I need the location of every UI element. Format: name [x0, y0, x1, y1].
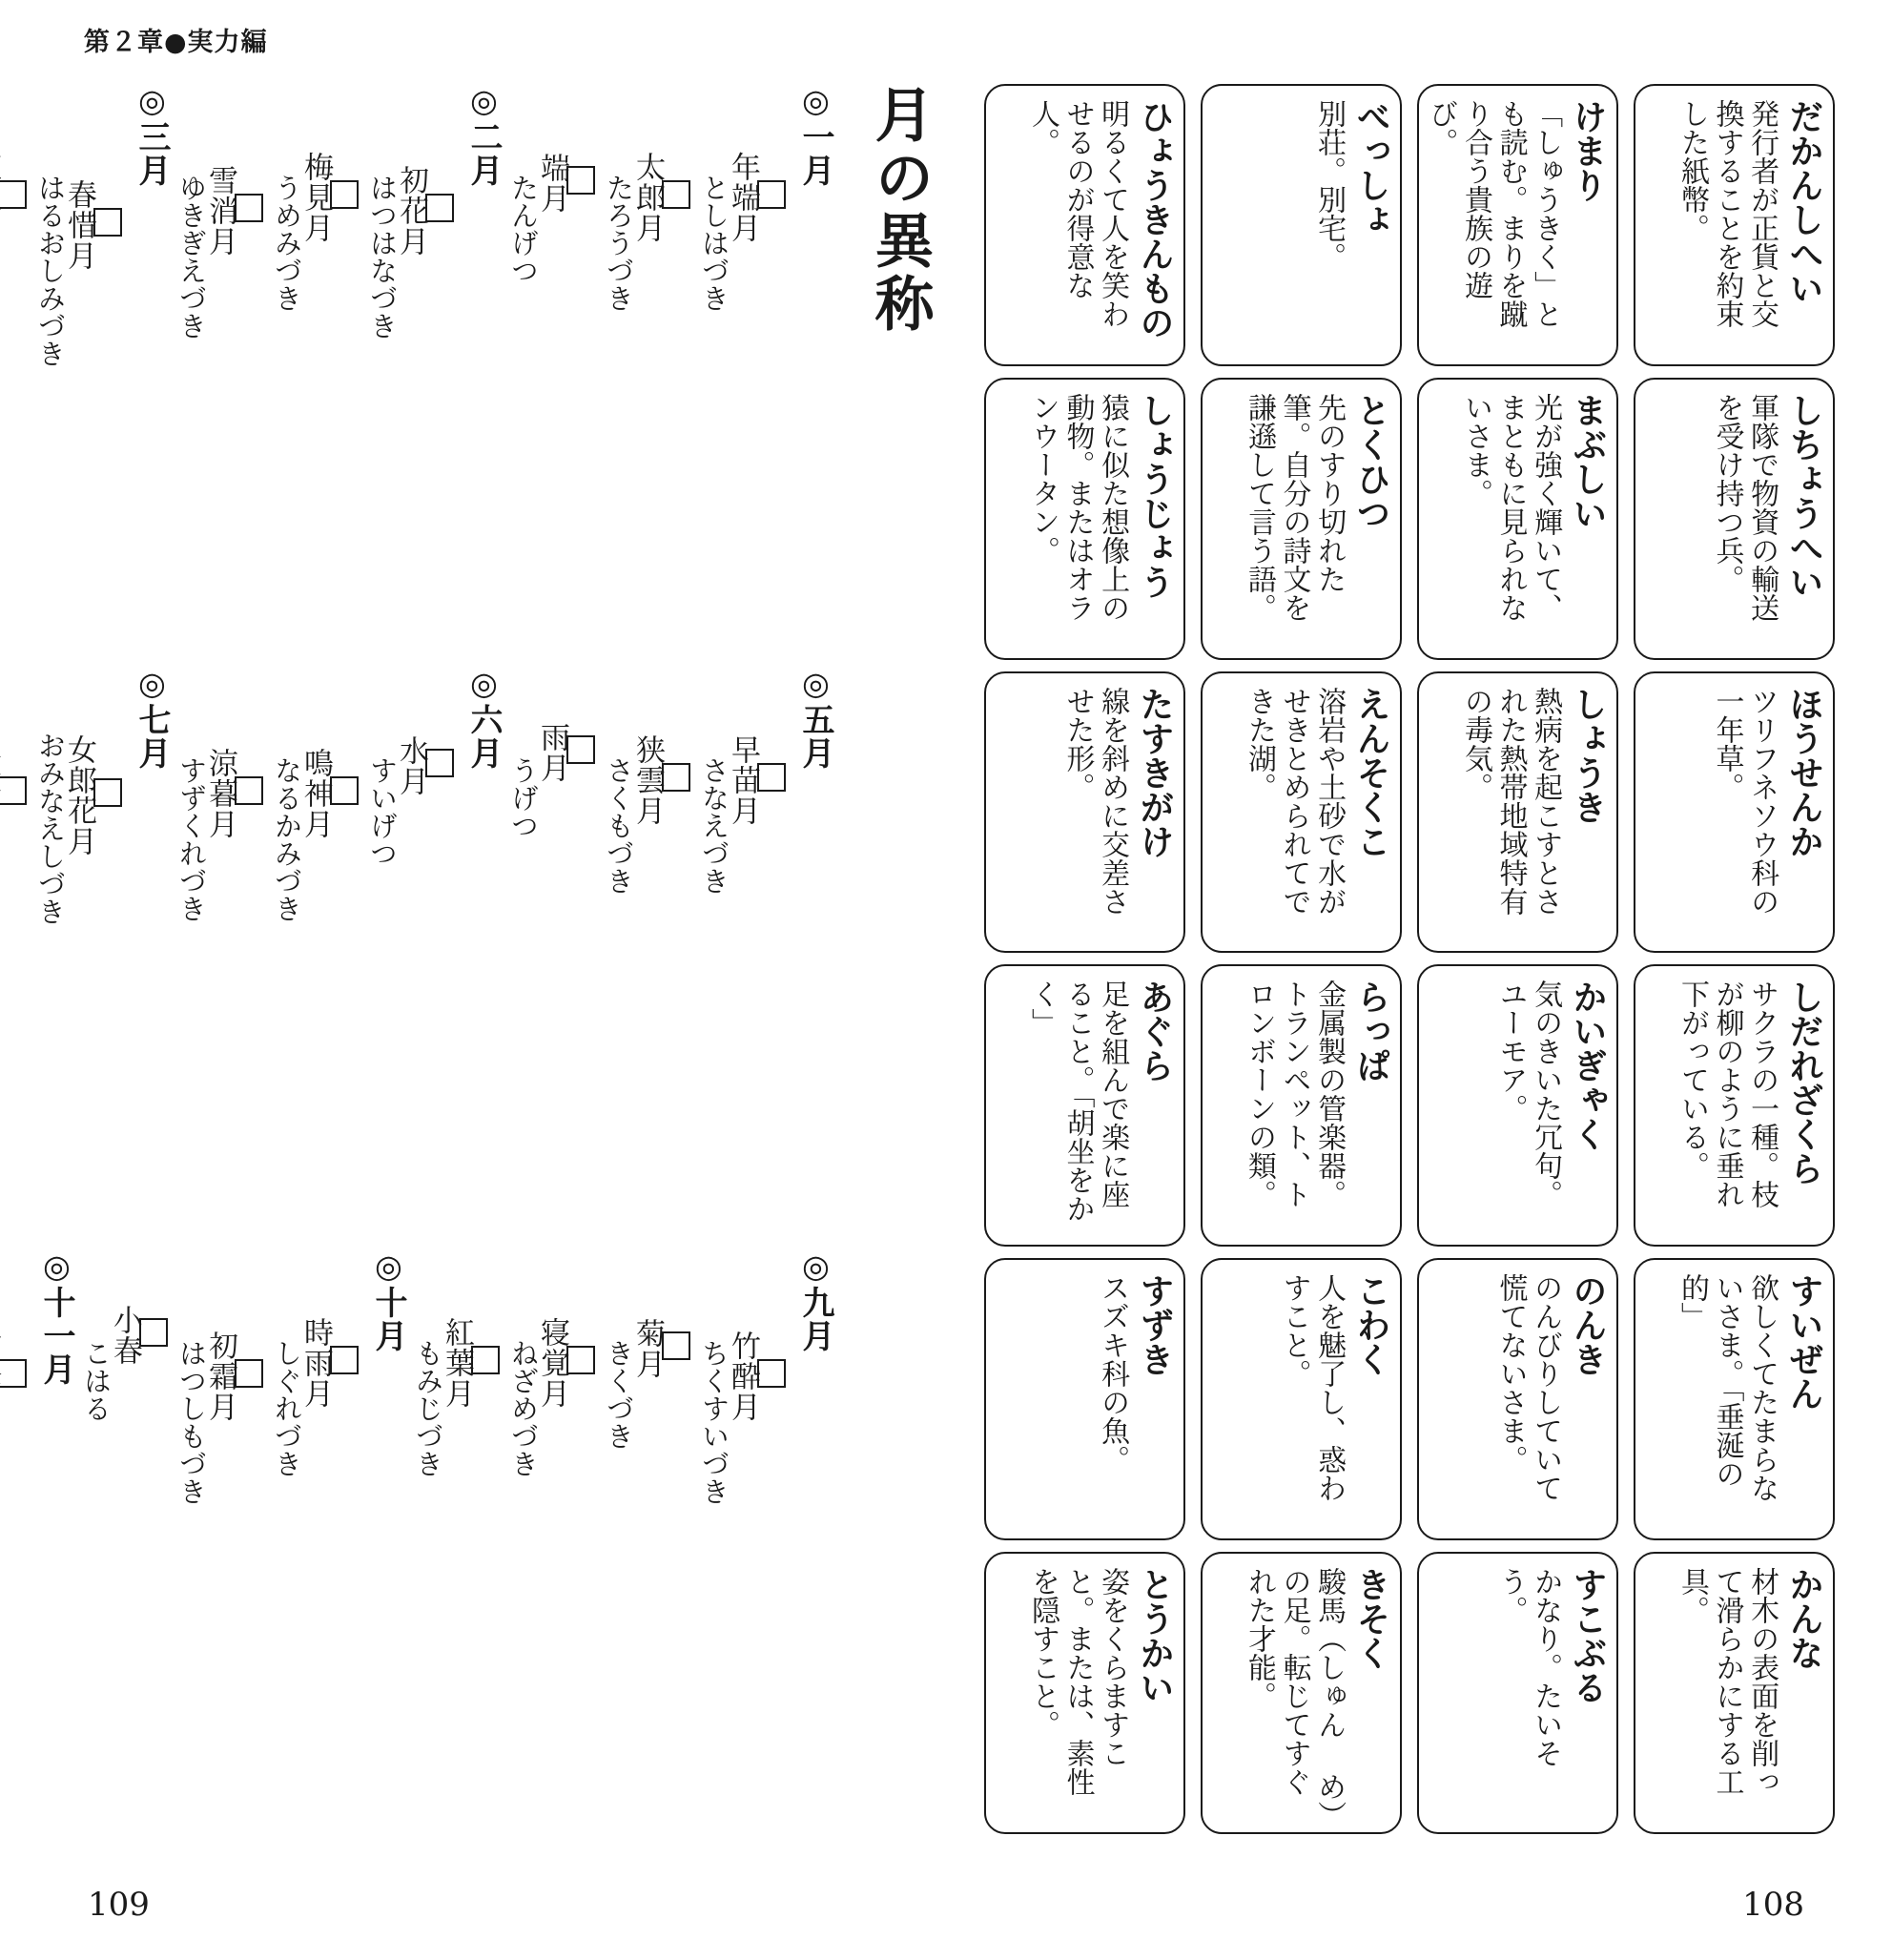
checkbox-icon[interactable] [566, 735, 595, 764]
double-circle-icon: ◎ [134, 82, 171, 120]
month-heading-label: 二月 [464, 120, 503, 187]
month-heading [37, 1248, 75, 1387]
month-alias-entry[interactable] [177, 665, 263, 922]
card-definition: 気のきいた冗句。ユーモア。 [1493, 980, 1563, 1209]
card-headword: きそく [1351, 1567, 1390, 1671]
double-circle-icon: ◎ [797, 82, 834, 120]
checkbox-icon[interactable] [566, 1346, 595, 1374]
alias-reading: こはる [80, 1339, 113, 1423]
vocabulary-card[interactable] [1201, 84, 1402, 366]
card-headword: らっぱ [1351, 980, 1390, 1083]
month-alias-entry[interactable] [509, 1248, 595, 1477]
alias-reading: たろうづき [603, 174, 635, 312]
month-alias-entry[interactable] [273, 1248, 359, 1477]
month-alias-entry[interactable] [0, 82, 27, 312]
month-heading [369, 1248, 407, 1353]
alias-kanji: 鳴神月 [298, 748, 333, 840]
card-headword: すずき [1135, 1273, 1174, 1377]
card-headword: しょうじょう [1135, 392, 1174, 599]
double-circle-icon: ◎ [38, 1248, 75, 1287]
chapter-header: 第２章●実力編 [84, 28, 268, 57]
month-band [37, 1248, 834, 1826]
card-definition: 材木の表面を削って滑らかにする工具。 [1675, 1567, 1779, 1797]
alias-reading: さくもづき [603, 756, 635, 896]
alias-reading: はつしもづき [175, 1339, 208, 1506]
checkbox-icon[interactable] [757, 1359, 786, 1388]
checkbox-icon[interactable] [235, 194, 263, 222]
vocabulary-card[interactable] [1634, 671, 1835, 954]
month-alias-entry[interactable] [700, 82, 786, 312]
vocabulary-card[interactable] [984, 1552, 1185, 1834]
card-definition: スズキ科の魚。 [1096, 1273, 1130, 1475]
month-heading [796, 82, 834, 187]
month-alias-entry[interactable] [414, 1248, 500, 1477]
right-page-number: 108 [1742, 1886, 1804, 1924]
alias-reading: うげつ [507, 756, 540, 840]
checkbox-icon[interactable] [662, 180, 690, 209]
card-row [984, 964, 1835, 1247]
card-definition: 溶岩や土砂で水がせきとめられてできた湖。 [1242, 686, 1347, 916]
card-definition: 「しゅうきく」とも読む。まりを蹴り合う貴族の遊び。 [1424, 99, 1563, 328]
vocabulary-card-grid [984, 84, 1835, 1834]
alias-kanji: 端月 [535, 153, 569, 214]
alias-kanji: 初花月 [394, 165, 428, 257]
card-headword: べっしょ [1351, 99, 1390, 237]
alias-kanji: 雨月 [535, 721, 569, 783]
alias-reading: しぐれづき [271, 1339, 303, 1478]
card-headword: こわく [1351, 1273, 1390, 1377]
vocabulary-card[interactable] [1417, 671, 1618, 954]
card-headword: しょうき [1568, 686, 1607, 824]
alias-reading: としはづき [698, 174, 730, 312]
checkbox-icon[interactable] [425, 194, 454, 222]
month-alias-entry[interactable] [368, 665, 454, 867]
alias-reading: はつはなづき [366, 174, 399, 340]
card-definition: 発行者が正貨と交換することを約束した紙幣。 [1675, 99, 1779, 328]
alias-reading: さなえづき [698, 756, 730, 896]
card-row [984, 1552, 1835, 1834]
vocabulary-card[interactable] [1634, 1552, 1835, 1834]
card-definition: サクラの一種。枝が柳のように垂れ下がっている。 [1675, 980, 1779, 1209]
checkbox-icon[interactable] [425, 749, 454, 777]
month-block [404, 1248, 832, 1826]
vocabulary-card[interactable] [1634, 964, 1835, 1247]
checkbox-icon[interactable] [330, 776, 359, 805]
card-headword: しだれざくら [1784, 980, 1823, 1186]
double-circle-icon: ◎ [797, 1248, 834, 1287]
month-heading-label: 五月 [796, 703, 834, 771]
page-title: 月の異称 [865, 84, 935, 336]
month-alias-entry[interactable] [700, 665, 786, 895]
card-definition: 熱病を起こすとされた熱帯地域特有の毒気。 [1458, 686, 1563, 916]
vocabulary-card[interactable] [984, 378, 1185, 660]
checkbox-icon[interactable] [757, 180, 786, 209]
alias-reading: すいげつ [366, 756, 399, 868]
vocabulary-card[interactable] [984, 84, 1185, 366]
card-headword: しちょうへい [1784, 392, 1823, 599]
left-page-number: 109 [88, 1886, 150, 1924]
checkbox-icon[interactable] [566, 166, 595, 195]
card-definition: 金属製の管楽器。トランペット、トロンボーンの類。 [1242, 980, 1347, 1209]
alias-kanji: 菊月 [630, 1318, 665, 1380]
vocabulary-card[interactable] [1634, 1258, 1835, 1540]
month-block [500, 82, 832, 660]
card-headword: とくひつ [1351, 392, 1390, 530]
month-heading-label: 十月 [369, 1286, 407, 1353]
month-heading-label: 七月 [133, 703, 171, 771]
month-alias-entry[interactable] [605, 665, 690, 895]
month-heading-label: 三月 [133, 120, 171, 187]
card-row [984, 1258, 1835, 1540]
month-alias-entry[interactable] [0, 665, 27, 922]
double-circle-icon: ◎ [370, 1248, 407, 1287]
month-heading-label: 九月 [796, 1286, 834, 1353]
card-row [984, 84, 1835, 366]
alias-kanji: 竹酔月 [726, 1331, 760, 1423]
checkbox-icon[interactable] [93, 208, 122, 237]
checkbox-icon[interactable] [139, 1318, 168, 1347]
vocabulary-card[interactable] [984, 1258, 1185, 1540]
alias-kanji: 小春 [108, 1304, 142, 1366]
alias-kanji: 水月 [394, 735, 428, 797]
month-alias-entry[interactable] [368, 82, 454, 340]
vocabulary-card[interactable] [1417, 1552, 1618, 1834]
month-alias-entry[interactable] [177, 82, 263, 340]
alias-kanji: 春惜月 [62, 178, 96, 271]
month-block [0, 665, 171, 1243]
month-alias-entry[interactable] [177, 1248, 263, 1505]
checkbox-icon[interactable] [757, 763, 786, 792]
month-band [34, 665, 834, 1243]
vocabulary-card[interactable] [1201, 378, 1402, 660]
card-definition: 駿馬（しゅん め）の足。転じてすぐれた才能。 [1242, 1567, 1347, 1816]
card-headword: たすきがけ [1135, 686, 1174, 858]
alias-reading: もみじづき [412, 1339, 444, 1478]
month-alias-entry[interactable] [605, 1248, 690, 1450]
month-heading [464, 665, 503, 771]
alias-kanji: 寝覚月 [535, 1316, 569, 1409]
card-definition: のんびりしていて慌てないさま。 [1493, 1273, 1563, 1503]
checkbox-icon[interactable] [93, 778, 122, 807]
card-headword: ほうせんか [1784, 686, 1823, 858]
alias-kanji: 時雨月 [298, 1316, 333, 1409]
alias-reading: きくづき [603, 1339, 635, 1451]
card-definition: 人を魅了し、惑わすこと。 [1277, 1273, 1347, 1503]
card-headword: すこぶる [1568, 1567, 1607, 1705]
card-definition: 先のすり切れた筆。自分の詩文を謙遜して言う語。 [1242, 392, 1347, 622]
checkbox-icon[interactable] [471, 1346, 500, 1374]
month-alias-entry[interactable] [273, 665, 359, 922]
card-definition: 線を斜めに交差させた形。 [1060, 686, 1130, 916]
card-definition: 明るくて人を笑わせるのが得意な人。 [1025, 99, 1130, 328]
month-alias-entry[interactable] [273, 82, 359, 312]
card-definition: かなり。たいそう。 [1493, 1567, 1563, 1768]
card-definition: ツリフネソウ科の一年草。 [1710, 686, 1779, 916]
card-definition: 別荘。別宅。 [1312, 99, 1347, 271]
month-block [0, 82, 171, 660]
month-alias-entry[interactable] [36, 665, 122, 925]
month-alias-entry[interactable] [0, 1248, 27, 1505]
card-headword: ひょうきんもの [1135, 99, 1174, 340]
month-block [0, 1248, 75, 1826]
card-headword: かいぎゃく [1568, 980, 1607, 1152]
alias-kanji: 女郎花月 [62, 733, 96, 856]
card-row [984, 378, 1835, 660]
vocabulary-card[interactable] [1417, 1258, 1618, 1540]
card-definition: 軍隊で物資の輸送を受け持つ兵。 [1710, 392, 1779, 622]
alias-kanji: 雪消月 [203, 165, 237, 257]
month-heading [796, 665, 834, 771]
double-circle-icon: ◎ [465, 82, 503, 120]
month-heading [133, 665, 171, 771]
alias-reading: おみなえしづき [34, 732, 67, 926]
checkbox-icon[interactable] [235, 1359, 263, 1388]
vocabulary-card[interactable] [1417, 964, 1618, 1247]
alias-reading: ちくすいづき [698, 1339, 730, 1506]
month-block [500, 665, 832, 1243]
month-block [72, 1248, 407, 1826]
card-headword: すいぜん [1784, 1273, 1823, 1412]
card-headword: あぐら [1135, 980, 1174, 1083]
right-page [946, 0, 1892, 1960]
month-alias-entry[interactable] [605, 82, 690, 312]
checkbox-icon[interactable] [235, 776, 263, 805]
month-alias-entry[interactable] [700, 1248, 786, 1505]
month-alias-entry[interactable] [509, 665, 595, 839]
alias-reading: はるおしみづき [34, 174, 67, 367]
card-headword: えんそくこ [1351, 686, 1390, 858]
month-band [34, 82, 834, 660]
month-heading [464, 82, 503, 187]
vocabulary-card[interactable] [1417, 378, 1618, 660]
card-definition: 足を組んで楽に座ること。「胡坐をかく」 [1025, 980, 1130, 1224]
card-definition: 姿をくらますこと。または、素性を隠すこと。 [1025, 1567, 1130, 1797]
card-headword: だかんしへい [1784, 99, 1823, 305]
month-heading-label: 十一月 [37, 1286, 75, 1387]
vocabulary-card[interactable] [1417, 84, 1618, 366]
alias-reading: ゆきぎえづき [175, 174, 208, 340]
alias-kanji: 初霜月 [203, 1331, 237, 1423]
alias-kanji: 梅見月 [298, 151, 333, 243]
vocabulary-card[interactable] [1634, 84, 1835, 366]
alias-reading: うめみづき [271, 174, 303, 312]
month-aliases-grid [34, 82, 834, 1817]
month-heading-label: 一月 [796, 120, 834, 187]
checkbox-icon[interactable] [330, 1346, 359, 1374]
card-headword: けまり [1568, 99, 1607, 202]
month-block [168, 82, 503, 660]
card-headword: のんき [1568, 1273, 1607, 1377]
alias-reading: たんげつ [507, 174, 540, 284]
alias-reading: ねざめづき [507, 1339, 540, 1478]
vocabulary-card[interactable] [1634, 378, 1835, 660]
double-circle-icon: ◎ [134, 665, 171, 704]
checkbox-icon[interactable] [662, 1331, 690, 1360]
month-block [168, 665, 503, 1243]
card-headword: とうかい [1135, 1567, 1174, 1705]
alias-kanji: 狭雲月 [630, 733, 665, 826]
card-definition: 欲しくてたまらないさま。「垂涎の的」 [1675, 1273, 1779, 1503]
card-row [984, 671, 1835, 954]
month-heading [796, 1248, 834, 1353]
vocabulary-card[interactable] [984, 964, 1185, 1247]
checkbox-icon[interactable] [662, 763, 690, 792]
alias-kanji: 涼暮月 [203, 748, 237, 840]
alias-reading: なるかみづき [271, 756, 303, 923]
card-definition: 猿に似た想像上の動物。またはオランウータン。 [1025, 392, 1130, 622]
checkbox-icon[interactable] [0, 180, 27, 209]
month-alias-entry[interactable] [36, 82, 122, 367]
vocabulary-card[interactable] [984, 671, 1185, 954]
card-definition: 光が強く輝いて、まともに見られないさま。 [1458, 392, 1563, 622]
double-circle-icon: ◎ [797, 665, 834, 704]
checkbox-icon[interactable] [330, 180, 359, 209]
vocabulary-card[interactable] [1201, 1552, 1402, 1834]
alias-kanji: 太郎月 [630, 151, 665, 243]
alias-kanji: 早苗月 [726, 733, 760, 826]
card-headword: まぶしい [1568, 392, 1607, 530]
checkbox-icon[interactable] [0, 1359, 27, 1388]
checkbox-icon[interactable] [0, 776, 27, 805]
alias-kanji: 紅葉月 [440, 1316, 474, 1409]
double-circle-icon: ◎ [465, 665, 503, 704]
vocabulary-card[interactable] [1201, 964, 1402, 1247]
alias-reading: すずくれづき [175, 756, 208, 923]
alias-kanji: 年端月 [726, 151, 760, 243]
month-heading-label: 六月 [464, 703, 503, 771]
month-alias-entry[interactable] [82, 1248, 168, 1422]
month-alias-entry[interactable] [509, 82, 595, 284]
vocabulary-card[interactable] [1201, 1258, 1402, 1540]
card-headword: かんな [1784, 1567, 1823, 1671]
month-heading [133, 82, 171, 187]
vocabulary-card[interactable] [1201, 671, 1402, 954]
